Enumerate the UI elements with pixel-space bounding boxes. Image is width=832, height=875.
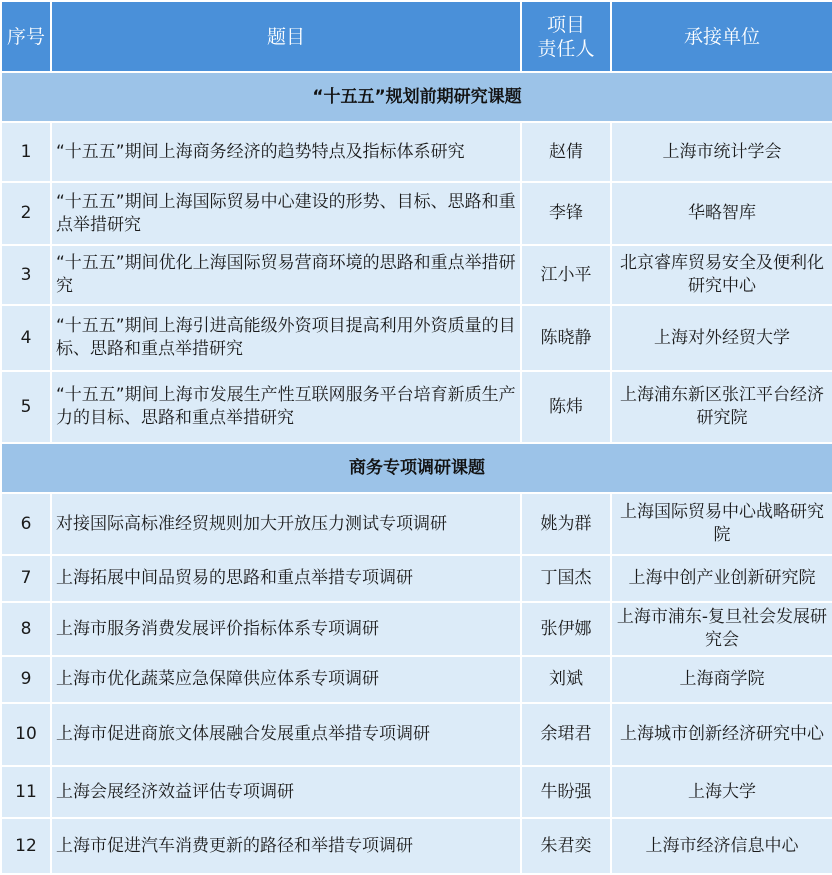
table-row — [1, 818, 832, 874]
table-row — [1, 656, 832, 703]
row-title: 对接国际高标准经贸规则加大开放压力测试专项调研 — [51, 493, 521, 555]
header-num: 序号 — [1, 1, 51, 72]
row-person: 朱君奕 — [521, 818, 611, 874]
row-title: “十五五”期间上海国际贸易中心建设的形势、目标、思路和重点举措研究 — [51, 182, 521, 245]
row-person: 赵倩 — [521, 122, 611, 182]
row-num: 3 — [1, 245, 51, 305]
row-title: “十五五”期间上海商务经济的趋势特点及指标体系研究 — [51, 122, 521, 182]
row-unit: 上海大学 — [611, 766, 832, 818]
table-row — [1, 602, 832, 656]
section-row — [1, 72, 832, 122]
row-num: 11 — [1, 766, 51, 818]
table-row — [1, 182, 832, 245]
row-unit: 上海商学院 — [611, 656, 832, 703]
row-title: “十五五”期间上海市发展生产性互联网服务平台培育新质生产力的目标、思路和重点举措研究 — [51, 371, 521, 443]
row-unit: 上海城市创新经济研究中心 — [611, 703, 832, 766]
table-row — [1, 305, 832, 371]
row-num: 7 — [1, 555, 51, 602]
table-row — [1, 371, 832, 443]
row-person: 江小平 — [521, 245, 611, 305]
row-title: “十五五”期间优化上海国际贸易营商环境的思路和重点举措研究 — [51, 245, 521, 305]
header-person: 项目 责任人 — [521, 1, 611, 72]
section-title: 商务专项调研课题 — [1, 443, 832, 493]
row-unit: 北京睿库贸易安全及便利化研究中心 — [611, 245, 832, 305]
row-title: 上海拓展中间品贸易的思路和重点举措专项调研 — [51, 555, 521, 602]
row-num: 8 — [1, 602, 51, 656]
header-row — [1, 1, 832, 72]
row-unit: 上海市浦东-复旦社会发展研究会 — [611, 602, 832, 656]
row-title: 上海市促进汽车消费更新的路径和举措专项调研 — [51, 818, 521, 874]
row-num: 12 — [1, 818, 51, 874]
row-unit: 上海浦东新区张江平台经济研究院 — [611, 371, 832, 443]
row-unit: 上海市统计学会 — [611, 122, 832, 182]
row-person: 余珺君 — [521, 703, 611, 766]
row-person: 李锋 — [521, 182, 611, 245]
table-row — [1, 766, 832, 818]
row-title: 上海市促进商旅文体展融合发展重点举措专项调研 — [51, 703, 521, 766]
row-title: 上海市优化蔬菜应急保障供应体系专项调研 — [51, 656, 521, 703]
row-num: 9 — [1, 656, 51, 703]
row-unit: 上海对外经贸大学 — [611, 305, 832, 371]
table-row — [1, 555, 832, 602]
row-title: 上海会展经济效益评估专项调研 — [51, 766, 521, 818]
row-person: 刘斌 — [521, 656, 611, 703]
table-row — [1, 122, 832, 182]
row-num: 10 — [1, 703, 51, 766]
row-unit: 上海中创产业创新研究院 — [611, 555, 832, 602]
row-num: 2 — [1, 182, 51, 245]
row-person: 丁国杰 — [521, 555, 611, 602]
row-person: 陈炜 — [521, 371, 611, 443]
row-unit: 上海国际贸易中心战略研究院 — [611, 493, 832, 555]
table-row — [1, 493, 832, 555]
row-num: 5 — [1, 371, 51, 443]
row-person: 姚为群 — [521, 493, 611, 555]
section-row — [1, 443, 832, 493]
row-title: “十五五”期间上海引进高能级外资项目提高利用外资质量的目标、思路和重点举措研究 — [51, 305, 521, 371]
row-num: 4 — [1, 305, 51, 371]
row-person: 陈晓静 — [521, 305, 611, 371]
row-unit: 上海市经济信息中心 — [611, 818, 832, 874]
header-unit: 承接单位 — [611, 1, 832, 72]
row-person: 张伊娜 — [521, 602, 611, 656]
table-row — [1, 703, 832, 766]
section-title: “十五五”规划前期研究课题 — [1, 72, 832, 122]
header-title: 题目 — [51, 1, 521, 72]
row-unit: 华略智库 — [611, 182, 832, 245]
row-num: 1 — [1, 122, 51, 182]
row-num: 6 — [1, 493, 51, 555]
table-row — [1, 245, 832, 305]
row-title: 上海市服务消费发展评价指标体系专项调研 — [51, 602, 521, 656]
row-person: 牛盼强 — [521, 766, 611, 818]
